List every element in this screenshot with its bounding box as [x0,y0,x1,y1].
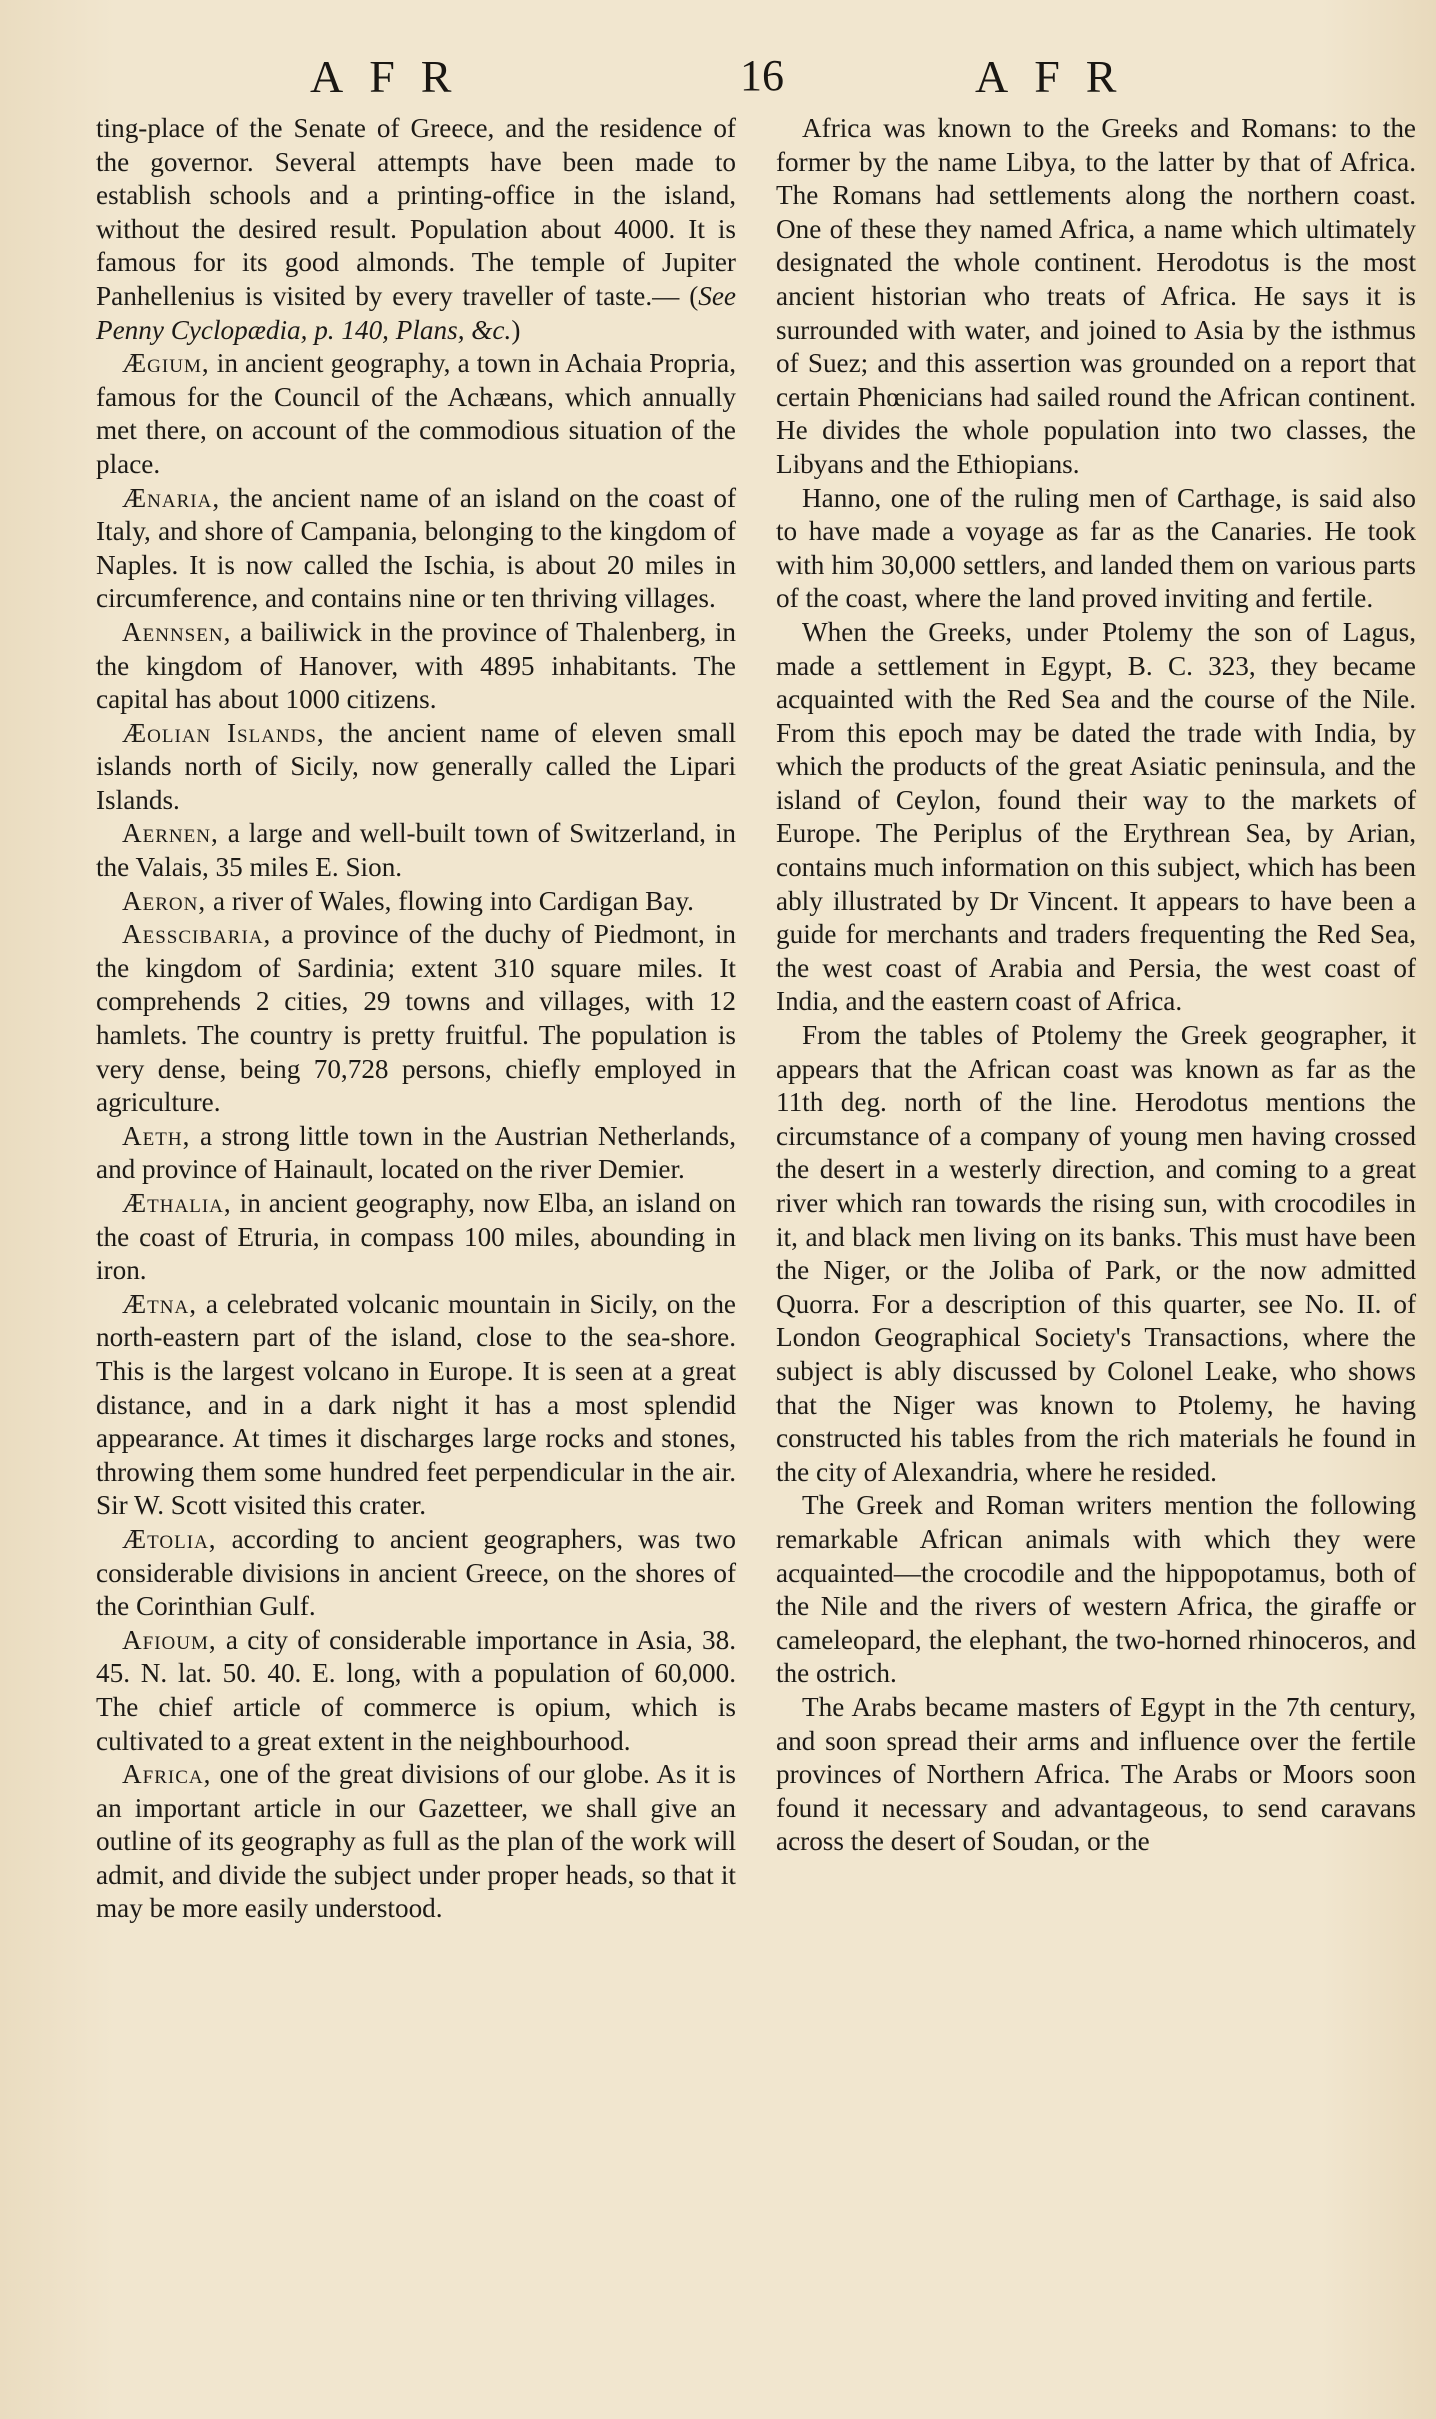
entry-paragraph [96,817,736,884]
running-header [0,50,1436,110]
entry-term: Ætolia, [122,1523,217,1554]
entry-paragraph [96,717,736,818]
entry-text: ting-place of the Senate of Greece, and the residence of the governor. Several attempts have been made to establish schools and a printing-office in the island, without the desired result. Population about 4000. It is famous for its good almonds. The temple of Jupiter Panhellenius is visited by every traveller of taste.— ( [96,113,736,311]
entry-paragraph [96,1288,736,1523]
header-right-abbrev: AFR [975,51,1143,102]
entry-paragraph [96,1187,736,1288]
entry-term: Africa, [122,1759,212,1790]
body-paragraph: Hanno, one of the ruling men of Carthage, is said also to have made a voyage as far as the Canaries. He took with him 30,000 settlers, and landed them on various parts of the coast, where the land proved inviting and fertile. [776,482,1416,614]
body-paragraph: The Arabs became masters of Egypt in the 7th century, and soon spread their arms and influence over the fertile provinces of Northern Africa. The Arabs or Moors soon found it necessary and advantageous, to send caravans across the desert of Soudan, or the [776,1691,1416,1857]
entry-paragraph [96,616,736,717]
entry-text: in ancient geography, a town in Achaia Propria, famous for the Council of the Achæans, which annually met there, on account of the commodious situation of the place. [96,348,736,479]
body-paragraph: Africa was known to the Greeks and Romans: to the former by the name Libya, to the latter by that of Africa. The Romans had settlements along the northern coast. One of these they named Africa, a name which ultimately designated the whole continent. Herodotus is the most ancient historian who treats of Africa. He says it is surrounded with water, and joined to Asia by the isthmus of Suez; and this assertion was grounded on a report that certain Phœnicians had sailed round the African continent. He divides the whole population into two classes, the Libyans and the Ethiopians. [776,113,1416,479]
entry-text: the ancient name of eleven small islands north of Sicily, now generally called the Lipari Islands. [96,717,737,815]
entry-reference: See Penny Cyclopædia, p. 140, Plans, &c. [96,280,736,345]
entry-term: Afioum, [122,1624,217,1655]
left-column [96,112,736,1926]
entry-text: a province of the duchy of Piedmont, in the kingdom of Sardinia; extent 310 square miles. It comprehends 2 cities, 29 towns and villages, with 12 hamlets. The country is pretty fruitful. The population is very dense, being 70,728 persons, chiefly employed in agriculture. [96,919,736,1118]
entry-term: Aeron, [122,885,207,916]
entry-text: in ancient geography, now Elba, an island on the coast of Etruria, in compass 100 miles, abounding in iron. [96,1188,736,1286]
entry-term: Æolian Islands, [122,717,325,748]
entry-term: Æthalia, [122,1188,232,1218]
entry-text: a river of Wales, flowing into Cardigan Bay. [206,885,694,916]
entry-term: Aennsen, [122,616,232,647]
entry-text: the ancient name of an island on the coast of Italy, and shore of Campania, belonging to the kingdom of Naples. It is now called the Ischia, is about 20 miles in circumference, and contains nine or ten thriving villages. [96,482,736,614]
entry-text: according to ancient geographers, was two considerable divisions in ancient Greece, on the shores of the Corinthian Gulf. [96,1523,736,1622]
entry-paragraph [96,1120,736,1187]
right-column [776,112,1416,1859]
entry-paragraph [96,347,736,481]
entry-text: a bailiwick in the province of Thalenberg, in the kingdom of Hanover, with 4895 inhabitants. The capital has about 1000 citizens. [96,616,736,715]
entry-text-tail: ) [511,314,521,345]
entry-text: a large and well-built town of Switzerland, in the Valais, 35 miles E. Sion. [96,818,736,883]
header-left-abbrev: AFR [310,51,478,102]
entry-text: a celebrated volcanic mountain in Sicily, on the north-eastern part of the island, close to the sea-shore. This is the largest volcano in Europe. It is seen at a great distance, and in a dark night it has a most splendid appearance. At times it discharges large rocks and stones, throwing them some hundred feet perpendicular in the air. Sir W. Scott visited this crater. [96,1288,736,1521]
entry-paragraph [96,1624,736,1758]
entry-term: Aeth, [122,1120,191,1151]
entry-term: Aernen, [122,818,219,849]
body-paragraph: When the Greeks, under Ptolemy the son of Lagus, made a settlement in Egypt, B. C. 323, they became acquainted with the Red Sea and the course of the Nile. From this epoch may be dated the trade with India, by which the products of the great Asiatic peninsula, and the island of Ceylon, found their way to the markets of Europe. The Periplus of the Erythrean Sea, by Arian, contains much information on this subject, which has been ably illustrated by Dr Vincent. It appears to have been a guide for merchants and traders frequenting the Red Sea, the west coast of Arabia and Persia, the west coast of India, and the eastern coast of Africa. [776,616,1416,1017]
entry-paragraph [96,1523,736,1624]
entry-paragraph [96,112,736,347]
body-paragraph: From the tables of Ptolemy the Greek geographer, it appears that the African coast was known as far as the 11th deg. north of the line. Herodotus mentions the circumstance of a company of young men having crossed the desert in a westerly direction, and coming to a great river which ran towards the rising sun, with crocodiles in it, and black men living on its banks. This must have been the Niger, or the Joliba of Park, or the now admitted Quorra. For a description of this quarter, see No. II. of London Geographical Society's Transactions, where the subject is ably discussed by Colonel Leake, who shows that the Niger was known to Ptolemy, he having constructed his tables from the rich materials he found in the city of Alexandria, where he resided. [776,1020,1416,1487]
entry-paragraph [96,1758,736,1926]
entry-term: Ægium, [122,348,210,379]
entry-term: Ænaria, [122,482,221,513]
entry-text: one of the great divisions of our globe. As it is an important article in our Gazetteer, we shall give an outline of its geography as full as the plan of the work will admit, and divide the subject under proper heads, so that it may be more easily understood. [96,1759,736,1924]
entry-text: a strong little town in the Austrian Netherlands, and province of Hainault, located on the river Demier. [96,1120,736,1185]
entry-term: Aesscibaria, [122,919,272,950]
entry-paragraph [96,885,736,919]
body-paragraph: The Greek and Roman writers mention the following remarkable African animals with which they were acquainted—the crocodile and the hippopotamus, both of the Nile and the rivers of western Africa, the giraffe or cameleopard, the elephant, the two-horned rhinoceros, and the ostrich. [776,1490,1416,1689]
entry-text: a city of considerable importance in Asia, 38. 45. N. lat. 50. 40. E. long, with a population of 60,000. The chief article of commerce is opium, which is cultivated to a great extent in the neighbourhood. [96,1624,736,1756]
page-number: 16 [740,51,784,100]
entry-paragraph [96,918,736,1120]
entry-paragraph [96,482,736,616]
entry-term: Ætna, [122,1288,198,1319]
